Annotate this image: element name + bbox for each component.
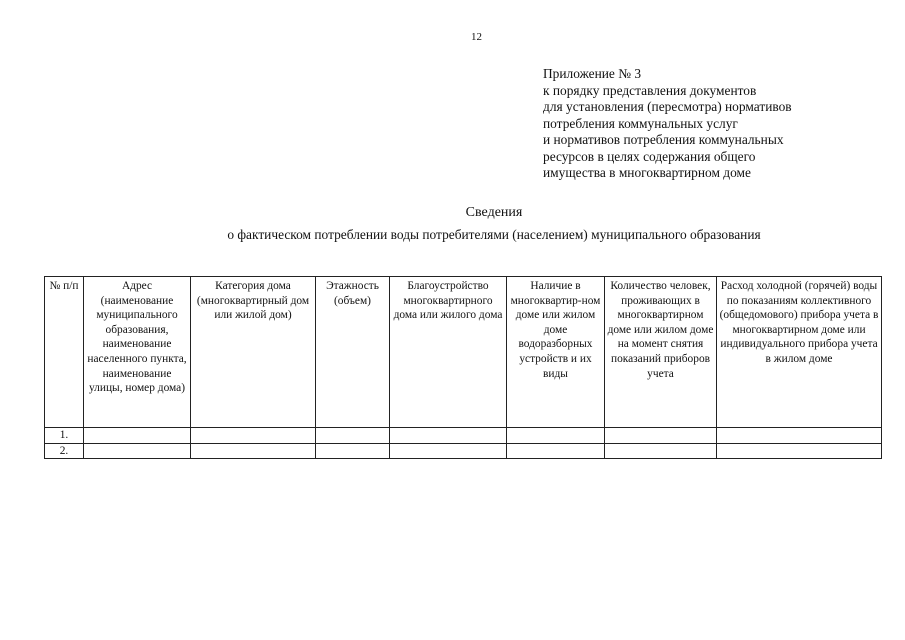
- table-header-row: [45, 277, 882, 428]
- header-number: № п/п: [45, 277, 84, 428]
- table-cell: [316, 443, 390, 459]
- table-cell: [717, 443, 882, 459]
- header-residents-count: Количество человек, проживающих в многоквартирном доме или жилом доме на момент снятия показаний приборов учета: [605, 277, 717, 428]
- table-cell: [390, 443, 507, 459]
- table-cell: [84, 443, 191, 459]
- table-cell: [605, 428, 717, 444]
- appendix-line: для установления (пересмотра) нормативов: [543, 99, 792, 114]
- table-cell: 2.: [45, 443, 84, 459]
- header-floors: Этажность (объем): [316, 277, 390, 428]
- table-cell: [84, 428, 191, 444]
- table-cell: [507, 443, 605, 459]
- appendix-line: имущества в многоквартирном доме: [543, 165, 751, 180]
- header-water-devices: Наличие в многоквартир-ном доме или жилом доме водоразборных устройств и их виды: [507, 277, 605, 428]
- appendix-line: к порядку представления документов: [543, 82, 757, 98]
- appendix-line: ресурсов в целях содержания общего: [543, 148, 756, 164]
- table-cell: [507, 428, 605, 444]
- table-row: [45, 443, 882, 459]
- document-title: Сведения: [465, 205, 523, 220]
- appendix-line: Приложение № 3: [543, 66, 642, 81]
- table-cell: [191, 428, 316, 444]
- header-amenities: Благоустройство многоквартирного дома или жилого дома: [390, 277, 507, 428]
- document-subtitle: о фактическом потреблении воды потребителями (населением) муниципального образования: [227, 227, 761, 242]
- appendix-note: [543, 66, 792, 182]
- appendix-line: потребления коммунальных услуг: [543, 115, 738, 131]
- table-cell: [717, 428, 882, 444]
- table-row: [45, 428, 882, 444]
- consumption-table: [44, 276, 882, 459]
- table-cell: [316, 428, 390, 444]
- table-cell: 1.: [45, 428, 84, 444]
- page-number: 12: [471, 31, 482, 43]
- table-cell: [390, 428, 507, 444]
- table-cell: [191, 443, 316, 459]
- header-house-category: Категория дома (многоквартирный дом или жилой дом): [191, 277, 316, 428]
- appendix-line: и нормативов потребления коммунальных: [543, 132, 784, 147]
- table-cell: [605, 443, 717, 459]
- header-address: Адрес (наименование муниципального образования, наименование населенного пункта, наименование улицы, номер дома): [84, 277, 191, 428]
- header-water-consumption: Расход холодной (горячей) воды по показаниям коллективного (общедомового) прибора учета в многоквартирном доме или индивидуального прибора учета в жилом доме: [717, 277, 882, 428]
